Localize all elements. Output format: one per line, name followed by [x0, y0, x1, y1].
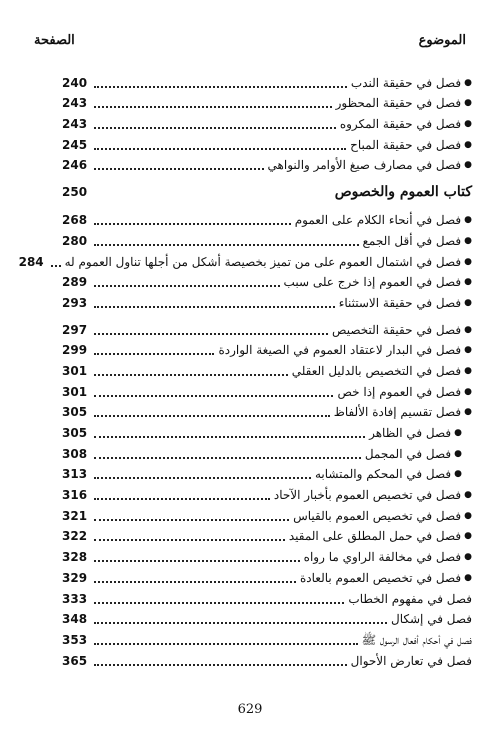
dot-leader	[94, 560, 300, 562]
toc-entry-title: فصل في حقيقة الاستثناء	[338, 295, 462, 310]
toc-entry-page: 289	[62, 275, 88, 290]
dot-leader	[94, 622, 387, 624]
toc-entry-page: 313	[62, 467, 88, 482]
dot-leader	[94, 498, 270, 500]
toc-entry-title: فصل في تخصيص العموم بالعادة	[300, 570, 462, 585]
toc-entry	[62, 482, 472, 503]
page-header	[34, 33, 466, 55]
bullet-icon: ●	[454, 469, 462, 480]
toc-entry	[62, 153, 472, 174]
toc-entry	[62, 627, 472, 648]
dot-leader	[51, 265, 61, 267]
toc-entry-title: فصل في إشكال	[391, 612, 472, 627]
dot-leader	[94, 86, 347, 88]
toc-entry-page: 243	[62, 96, 88, 111]
toc-entry-page: 293	[62, 295, 88, 310]
toc-entry	[62, 290, 472, 311]
bullet-icon: ●	[464, 365, 472, 376]
toc-entry-page: 240	[62, 75, 88, 90]
toc-entry-title: فصل في العموم إذا خرج على سبب	[283, 275, 462, 290]
dot-leader	[94, 223, 291, 225]
dot-leader	[94, 643, 358, 645]
toc-entry-title: فصل في أحكام أفعال الرسول ﷺ	[361, 632, 472, 647]
dot-leader	[94, 306, 335, 308]
toc-entry-page: 321	[62, 508, 88, 523]
dot-leader	[94, 436, 365, 438]
toc-entry	[18, 249, 472, 270]
toc-entry-title: فصل تقسيم إفادة الألفاظ	[333, 405, 462, 420]
toc-entry-title: فصل في العموم إذا خص	[337, 384, 462, 399]
dot-leader	[94, 148, 346, 150]
toc-entry-title: فصل في التخصيص بالدليل العقلي	[291, 363, 462, 378]
dot-leader	[94, 353, 214, 355]
dot-leader	[94, 285, 280, 287]
toc-entry-title: كتاب العموم والخصوص	[334, 183, 472, 200]
toc-entry-page: 316	[62, 488, 88, 503]
toc-entry-title: فصل في تخصيص العموم بالقياس	[293, 508, 462, 523]
toc-entry-title: فصل في حقيقة المحظور	[335, 96, 462, 111]
toc-entry-page: 365	[62, 653, 88, 668]
page-number: 629	[237, 702, 263, 717]
toc-entry	[62, 400, 472, 421]
toc-entry-title: فصل في المجمل	[364, 446, 452, 461]
toc-entry	[62, 648, 472, 669]
toc-entry	[62, 111, 472, 132]
toc-entry-page: 322	[62, 529, 88, 544]
toc-entry	[62, 441, 472, 462]
dot-leader	[94, 127, 336, 129]
bullet-icon: ●	[464, 215, 472, 226]
toc-entry-page: 246	[62, 158, 88, 173]
toc-entry-page: 353	[62, 632, 88, 647]
dot-leader	[94, 395, 333, 397]
dot-leader	[94, 539, 285, 541]
toc-entry-title: فصل في تخصيص العموم بأخبار الآحاد	[273, 488, 462, 503]
toc-entry	[62, 70, 472, 91]
toc-entry-title: فصل في حقيقة التخصيص	[332, 322, 462, 337]
dot-leader	[94, 333, 328, 335]
toc-entry	[62, 565, 472, 586]
toc-entry	[62, 503, 472, 524]
toc-entry-title: فصل في المحكم والمتشابه	[314, 467, 452, 482]
toc-entry-title: فصل في اشتمال العموم على من تميز بخصيصة أشكل من أجلها تناول العموم له	[64, 254, 462, 269]
bullet-icon: ●	[464, 277, 472, 288]
bullet-icon: ●	[464, 98, 472, 109]
toc-entry-page: 250	[62, 184, 88, 199]
toc-entry-title: فصل في أنحاء الكلام على العموم	[294, 213, 462, 228]
toc-entry-page: 299	[62, 343, 88, 358]
bullet-icon: ●	[464, 407, 472, 418]
toc-entry	[62, 379, 472, 400]
toc-entry	[62, 338, 472, 359]
toc-entry	[62, 586, 472, 607]
dot-leader	[94, 374, 288, 376]
toc-entry-title: فصل في حمل المطلق على المقيد	[288, 529, 462, 544]
toc-entry-page: 243	[62, 117, 88, 132]
toc-entry-title: فصل في تعارض الأحوال	[350, 653, 472, 668]
dot-leader	[94, 519, 289, 521]
bullet-icon: ●	[464, 256, 472, 267]
toc-entry-page: 297	[62, 322, 88, 337]
bullet-icon: ●	[454, 448, 462, 459]
bullet-icon: ●	[464, 510, 472, 521]
toc-entry	[62, 228, 472, 249]
bullet-icon: ●	[464, 297, 472, 308]
bullet-icon: ●	[464, 572, 472, 583]
toc-entry-title: فصل في حقيقة المكروه	[339, 117, 462, 132]
bullet-icon: ●	[464, 77, 472, 88]
dot-leader	[94, 477, 311, 479]
toc-entry-title: فصل في أقل الجمع	[362, 233, 462, 248]
bullet-icon: ●	[464, 324, 472, 335]
header-page: الصفحة	[34, 33, 75, 48]
bullet-icon: ●	[464, 552, 472, 563]
bullet-icon: ●	[464, 235, 472, 246]
dot-leader	[94, 457, 361, 459]
bullet-icon: ●	[464, 490, 472, 501]
toc-entry	[62, 270, 472, 291]
toc-section-heading	[62, 177, 472, 207]
toc-entry	[62, 91, 472, 112]
toc-entry-title: فصل في حقيقة الندب	[350, 75, 462, 90]
toc-entry-title: فصل في الظاهر	[369, 426, 452, 440]
toc-entry-page: 268	[62, 213, 88, 228]
bullet-icon: ●	[464, 119, 472, 130]
toc-list	[18, 70, 472, 669]
toc-entry-title: فصل في البدار لاعتقاد العموم في الصيغة الواردة	[218, 343, 462, 358]
toc-entry	[62, 544, 472, 565]
toc-entry	[62, 462, 472, 483]
toc-entry-page: 305	[62, 405, 88, 420]
header-subject: الموضوع	[418, 33, 466, 48]
bullet-icon: ●	[464, 531, 472, 542]
toc-entry	[62, 524, 472, 545]
toc-entry-page: 301	[62, 384, 88, 399]
toc-entry-page: 301	[62, 363, 88, 378]
toc-entry	[62, 132, 472, 153]
toc-entry-page: 280	[62, 233, 88, 248]
toc-entry	[62, 607, 472, 628]
dot-leader	[94, 244, 359, 246]
toc-entry-page: 284	[18, 254, 44, 269]
bullet-icon: ●	[464, 345, 472, 356]
toc-entry-title: فصل في مفهوم الخطاب	[348, 591, 472, 606]
bullet-icon: ●	[454, 428, 462, 438]
toc-entry-title: فصل في مخالفة الراوي ما رواه	[303, 550, 462, 565]
toc-entry-page: 329	[62, 570, 88, 585]
toc-entry-page: 305	[62, 426, 88, 440]
toc-entry-title: فصل في مصارف صيغ الأوامر والنواهي	[267, 158, 462, 173]
bullet-icon: ●	[464, 160, 472, 171]
dot-leader	[94, 664, 347, 666]
bullet-icon: ●	[464, 139, 472, 150]
toc-entry-page: 308	[62, 446, 88, 461]
toc-entry-page: 328	[62, 550, 88, 565]
toc-entry	[62, 358, 472, 379]
dot-leader	[94, 581, 296, 583]
toc-entry	[62, 207, 472, 228]
toc-entry-page: 333	[62, 591, 88, 606]
dot-leader	[94, 168, 264, 170]
toc-entry	[62, 420, 472, 441]
toc-entry-page: 245	[62, 137, 88, 152]
dot-leader	[94, 106, 332, 108]
dot-leader	[94, 602, 344, 604]
bullet-icon: ●	[464, 386, 472, 397]
toc-entry-title: فصل في حقيقة المباح	[350, 137, 462, 152]
toc-entry	[62, 317, 472, 338]
dot-leader	[94, 415, 330, 417]
toc-entry-page: 348	[62, 612, 88, 627]
